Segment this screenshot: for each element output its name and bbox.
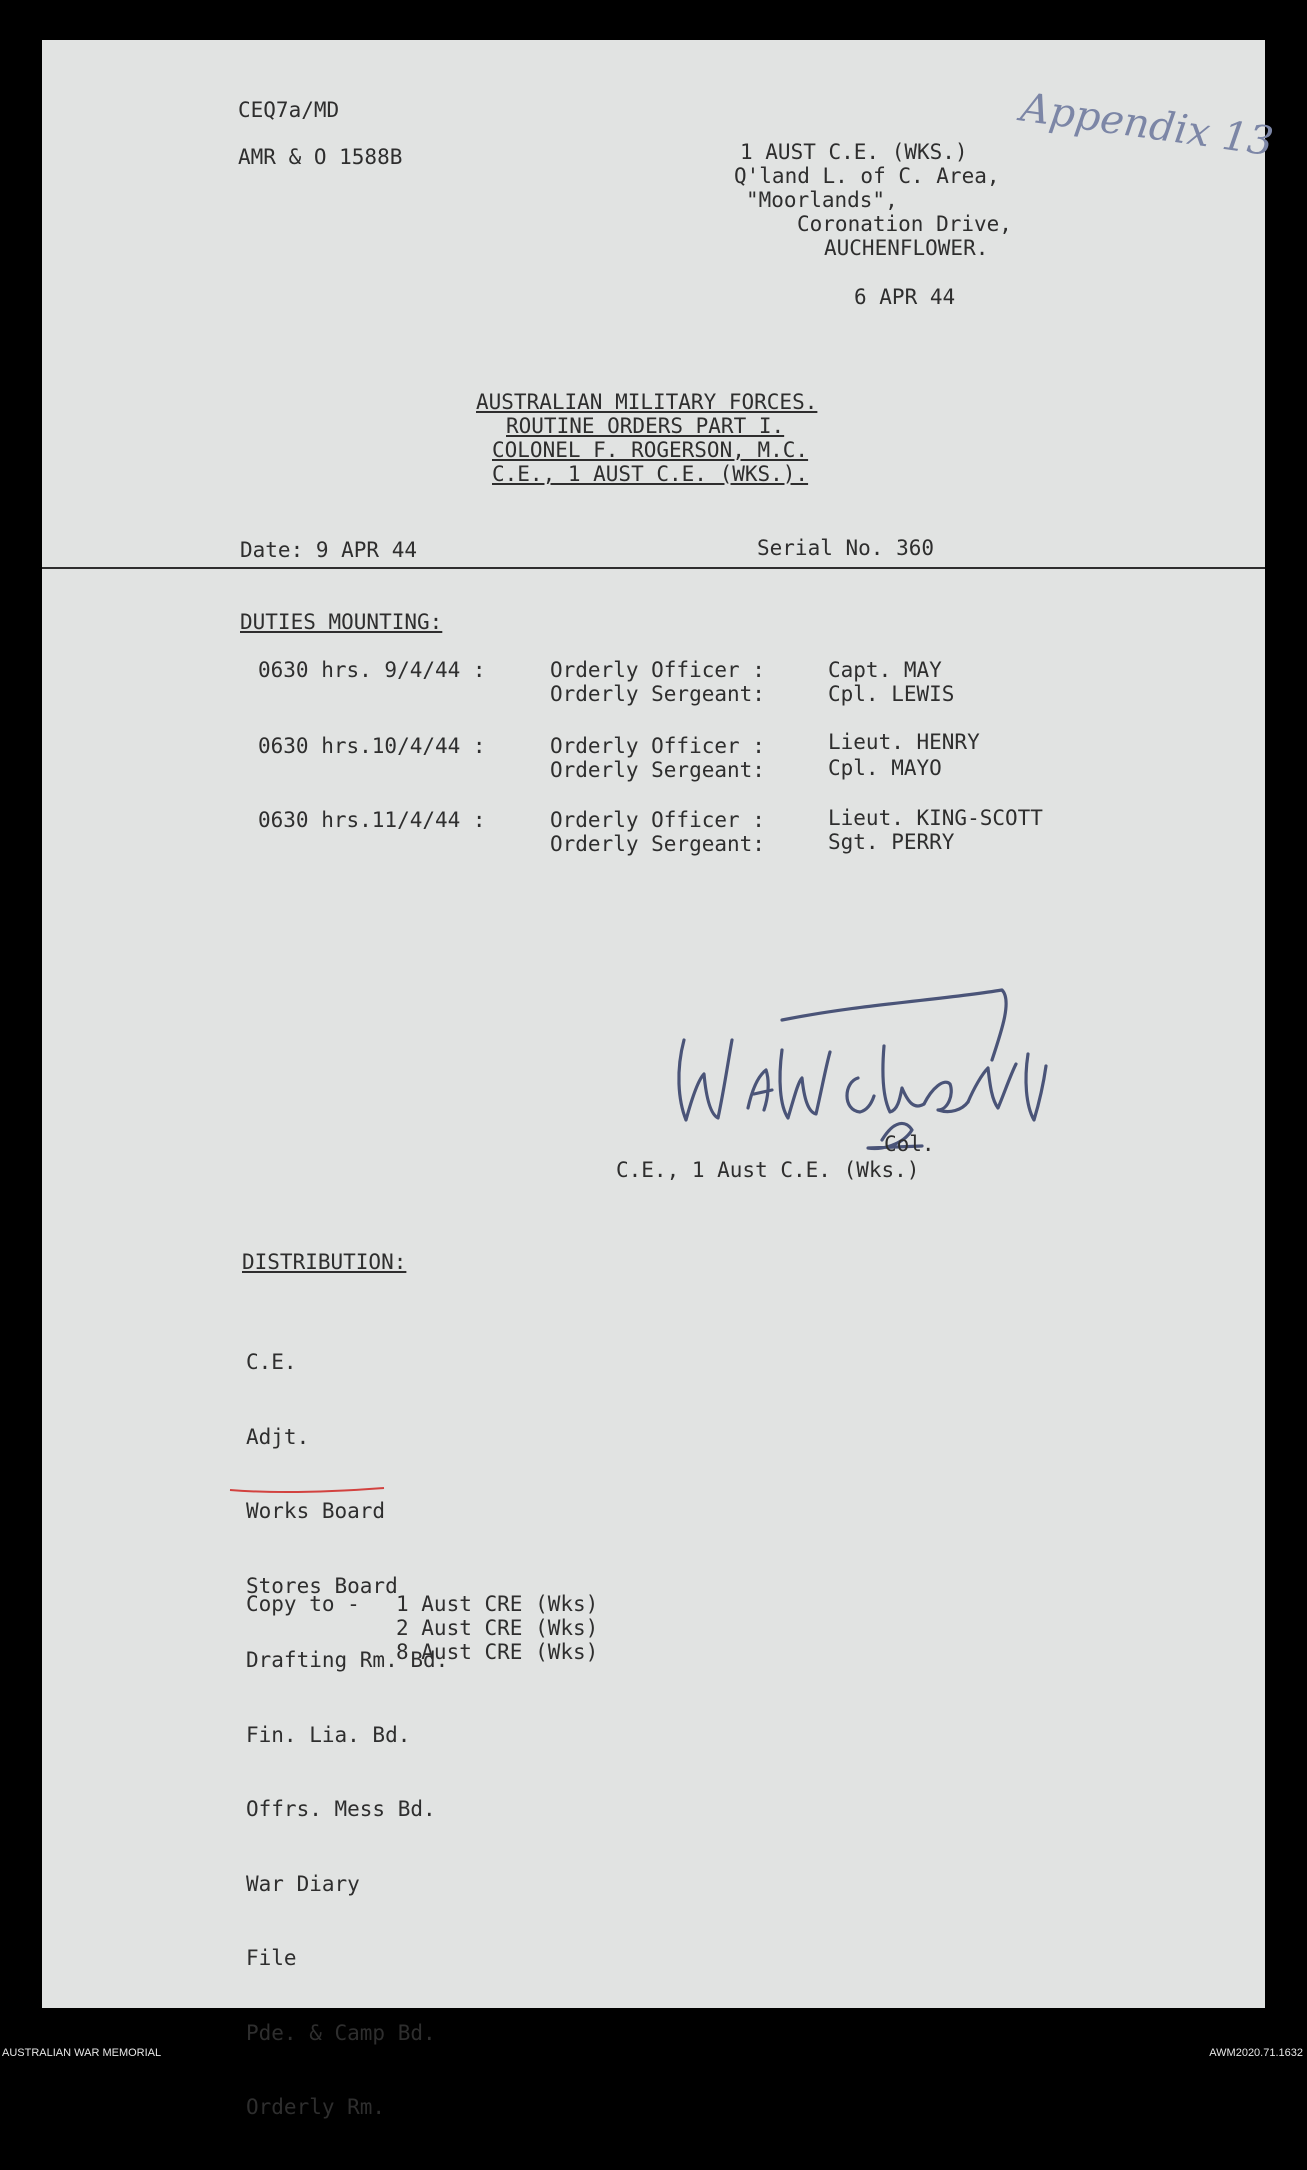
duty-sergeant-role: Orderly Sergeant: — [550, 682, 765, 706]
title-line-4: C.E., 1 AUST C.E. (WKS.). — [492, 462, 809, 486]
duty-sergeant-name: Cpl. MAYO — [828, 756, 942, 780]
duties-heading: DUTIES MOUNTING: — [240, 610, 443, 634]
address-line-5: AUCHENFLOWER. — [824, 236, 989, 260]
duty-officer-role: Orderly Officer : — [550, 734, 765, 758]
serial-number: Serial No. 360 — [757, 536, 935, 560]
copy-recipient: 2 Aust CRE (Wks) — [396, 1616, 599, 1640]
distribution-item: Adjt. — [246, 1424, 310, 1449]
title-line-3: COLONEL F. ROGERSON, M.C. — [492, 438, 809, 462]
copy-recipient: 1 Aust CRE (Wks) — [396, 1592, 599, 1616]
duty-officer-name: Lieut. HENRY — [828, 730, 980, 754]
copy-to-label: Copy to - — [246, 1592, 360, 1616]
address-line-3: "Moorlands", — [746, 188, 898, 212]
duty-time: 0630 hrs.10/4/44 : — [258, 734, 486, 758]
duty-sergeant-name: Cpl. LEWIS — [828, 682, 955, 706]
distribution-item: Pde. & Camp Bd. — [246, 2020, 436, 2045]
distribution-item: Stores Board — [246, 1573, 398, 1598]
duty-sergeant-role: Orderly Sergeant: — [550, 758, 765, 782]
distribution-item: Orderly Rm. — [246, 2095, 386, 2119]
distribution-item: Fin. Lia. Bd. — [246, 1722, 411, 1747]
duty-entry — [258, 658, 1158, 708]
distribution-list — [246, 1300, 448, 2170]
duty-time: 0630 hrs.11/4/44 : — [258, 808, 486, 832]
distribution-item: War Diary — [246, 1871, 360, 1896]
address-line-1: 1 AUST C.E. (WKS.) — [740, 140, 968, 164]
duty-sergeant-name: Sgt. PERRY — [828, 830, 955, 854]
file-reference: CEQ7a/MD — [238, 98, 340, 122]
archive-footer-right: AWM2020.71.1632 — [1209, 2047, 1303, 2059]
archive-footer-left: AUSTRALIAN WAR MEMORIAL — [2, 2047, 162, 2059]
duty-officer-role: Orderly Officer : — [550, 658, 765, 682]
duty-entry — [258, 730, 1158, 780]
divider-line — [42, 567, 1265, 569]
distribution-item: Works Board — [246, 1499, 386, 1523]
amr-reference: AMR & O 1588B — [238, 145, 403, 169]
duty-time: 0630 hrs. 9/4/44 : — [258, 658, 486, 682]
war-diary-red-underline — [228, 1484, 388, 1496]
title-line-2: ROUTINE ORDERS PART I. — [506, 414, 785, 438]
distribution-item: Drafting Rm. Bd. — [246, 1648, 449, 1672]
copy-recipient: 8 Aust CRE (Wks) — [396, 1640, 599, 1664]
duty-sergeant-role: Orderly Sergeant: — [550, 832, 765, 856]
handwritten-appendix-note: Appendix 13 — [1018, 84, 1277, 166]
title-line-1: AUSTRALIAN MILITARY FORCES. — [476, 390, 818, 414]
signature-mark — [632, 970, 1072, 1170]
duty-entry — [258, 806, 1158, 856]
address-line-2: Q'land L. of C. Area, — [734, 164, 1000, 188]
signature-rank: Col. — [884, 1132, 935, 1156]
distribution-heading: DISTRIBUTION: — [242, 1250, 407, 1274]
distribution-item: C.E. — [246, 1350, 297, 1374]
distribution-item: Offrs. Mess Bd. — [246, 1797, 436, 1821]
order-date: Date: 9 APR 44 — [240, 538, 418, 562]
duty-officer-name: Lieut. KING-SCOTT — [828, 806, 1043, 830]
duty-officer-name: Capt. MAY — [828, 658, 942, 682]
signature-title: C.E., 1 Aust C.E. (Wks.) — [616, 1158, 920, 1182]
address-line-4: Coronation Drive, — [797, 212, 1012, 236]
letter-date: 6 APR 44 — [854, 285, 956, 309]
duty-officer-role: Orderly Officer : — [550, 808, 765, 832]
distribution-item: File — [246, 1946, 297, 1970]
